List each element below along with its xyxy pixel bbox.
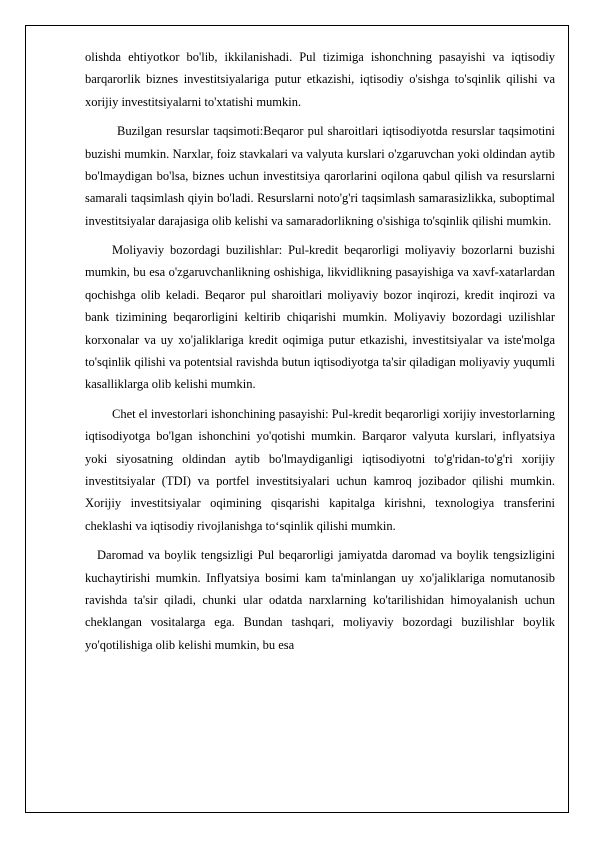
paragraph-investment-confidence: olishda ehtiyotkor bo'lib, ikkilanishadi. Pul tizimiga ishonchning pasayishi va iqtisodiy barqarorlik biznes investitsiyalariga putur etkazishi, iqtisodiy o'sishga to'sqinlik qilishi va xorijiy investitsiyalarni to'xtatishi mumkin. <box>85 50 555 109</box>
paragraph-resource-allocation: Buzilgan resurslar taqsimoti:Beqaror pul sharoitlari iqtisodiyotda resurslar taqsimotini buzishi mumkin. Narxlar, foiz stavkalari va valyuta kurslari o'zgaruvchan yoki oldindan aytib bo'lmaydigan bo'lsa, biznes uchun investitsiya qarorlarini oqilona qabul qilish va resurslarni samarali taqsimlash qiyin bo'ladi. Resurslarni noto'g'ri taqsimlash samarasizlikka, suboptimal investitsiyalar darajasiga olib kelishi va samaradorlikning o'sishiga to'sqinlik qilishi mumkin. <box>85 124 555 228</box>
paragraph-financial-market-disruption: Moliyaviy bozordagi buzilishlar: Pul-kredit beqarorligi moliyaviy bozorlarni buzishi mumkin, bu esa o'zgaruvchanlikning oshishiga, likvidlikning pasayishiga va xavf-xatarlardan qochishga olib keladi. Beqaror pul sharoitlari moliyaviy bozor inqirozi, kredit inqirozi va bank tizimining beqarorligini keltirib chiqarishi mumkin. Moliyaviy bozordagi uzilishlar korxonalar va uy xo'jaliklariga kredit oqimiga putur etkazishi, investitsiyalar va iste'molga to'sqinlik qilishi va potentsial ravishda butun iqtisodiyotga ta'sir qiladigan moliyaviy yuqumli kasalliklarga olib kelishi mumkin. <box>85 243 555 392</box>
document-body <box>85 46 555 663</box>
paragraph-income-inequality: Daromad va boylik tengsizligi Pul beqarorligi jamiyatda daromad va boylik tengsizligini kuchaytirishi mumkin. Inflyatsiya bosimi kam ta'minlangan uy xo'jaliklariga nomutanosib ravishda ta'sir qiladi, chunki ular odatda narxlarning ko'tarilishidan himoyalanish uchun cheklangan vositalarga ega. Bundan tashqari, moliyaviy bozordagi buzilishlar boylik yo'qotilishiga olib kelishi mumkin, bu esa <box>85 548 555 652</box>
paragraph-foreign-investor-confidence: Chet el investorlari ishonchining pasayishi: Pul-kredit beqarorligi xorijiy investorlarning iqtisodiyotga bo'lgan ishonchini yo'qotishi mumkin. Barqaror valyuta kurslari, inflyatsiya yoki siyosatning oldindan aytib bo'lmaydiganligi iqtisodiyotni to'g'ridan-to'g'ri xorijiy investitsiyalar (TDI) va portfel investitsiyalari uchun kamroq jozibador qilishi mumkin. Xorijiy investitsiyalar oqimining qisqarishi kapitalga kirishni, texnologiya transferini cheklashi va iqtisodiy rivojlanishga to‘sqinlik qilishi mumkin. <box>85 406 555 533</box>
